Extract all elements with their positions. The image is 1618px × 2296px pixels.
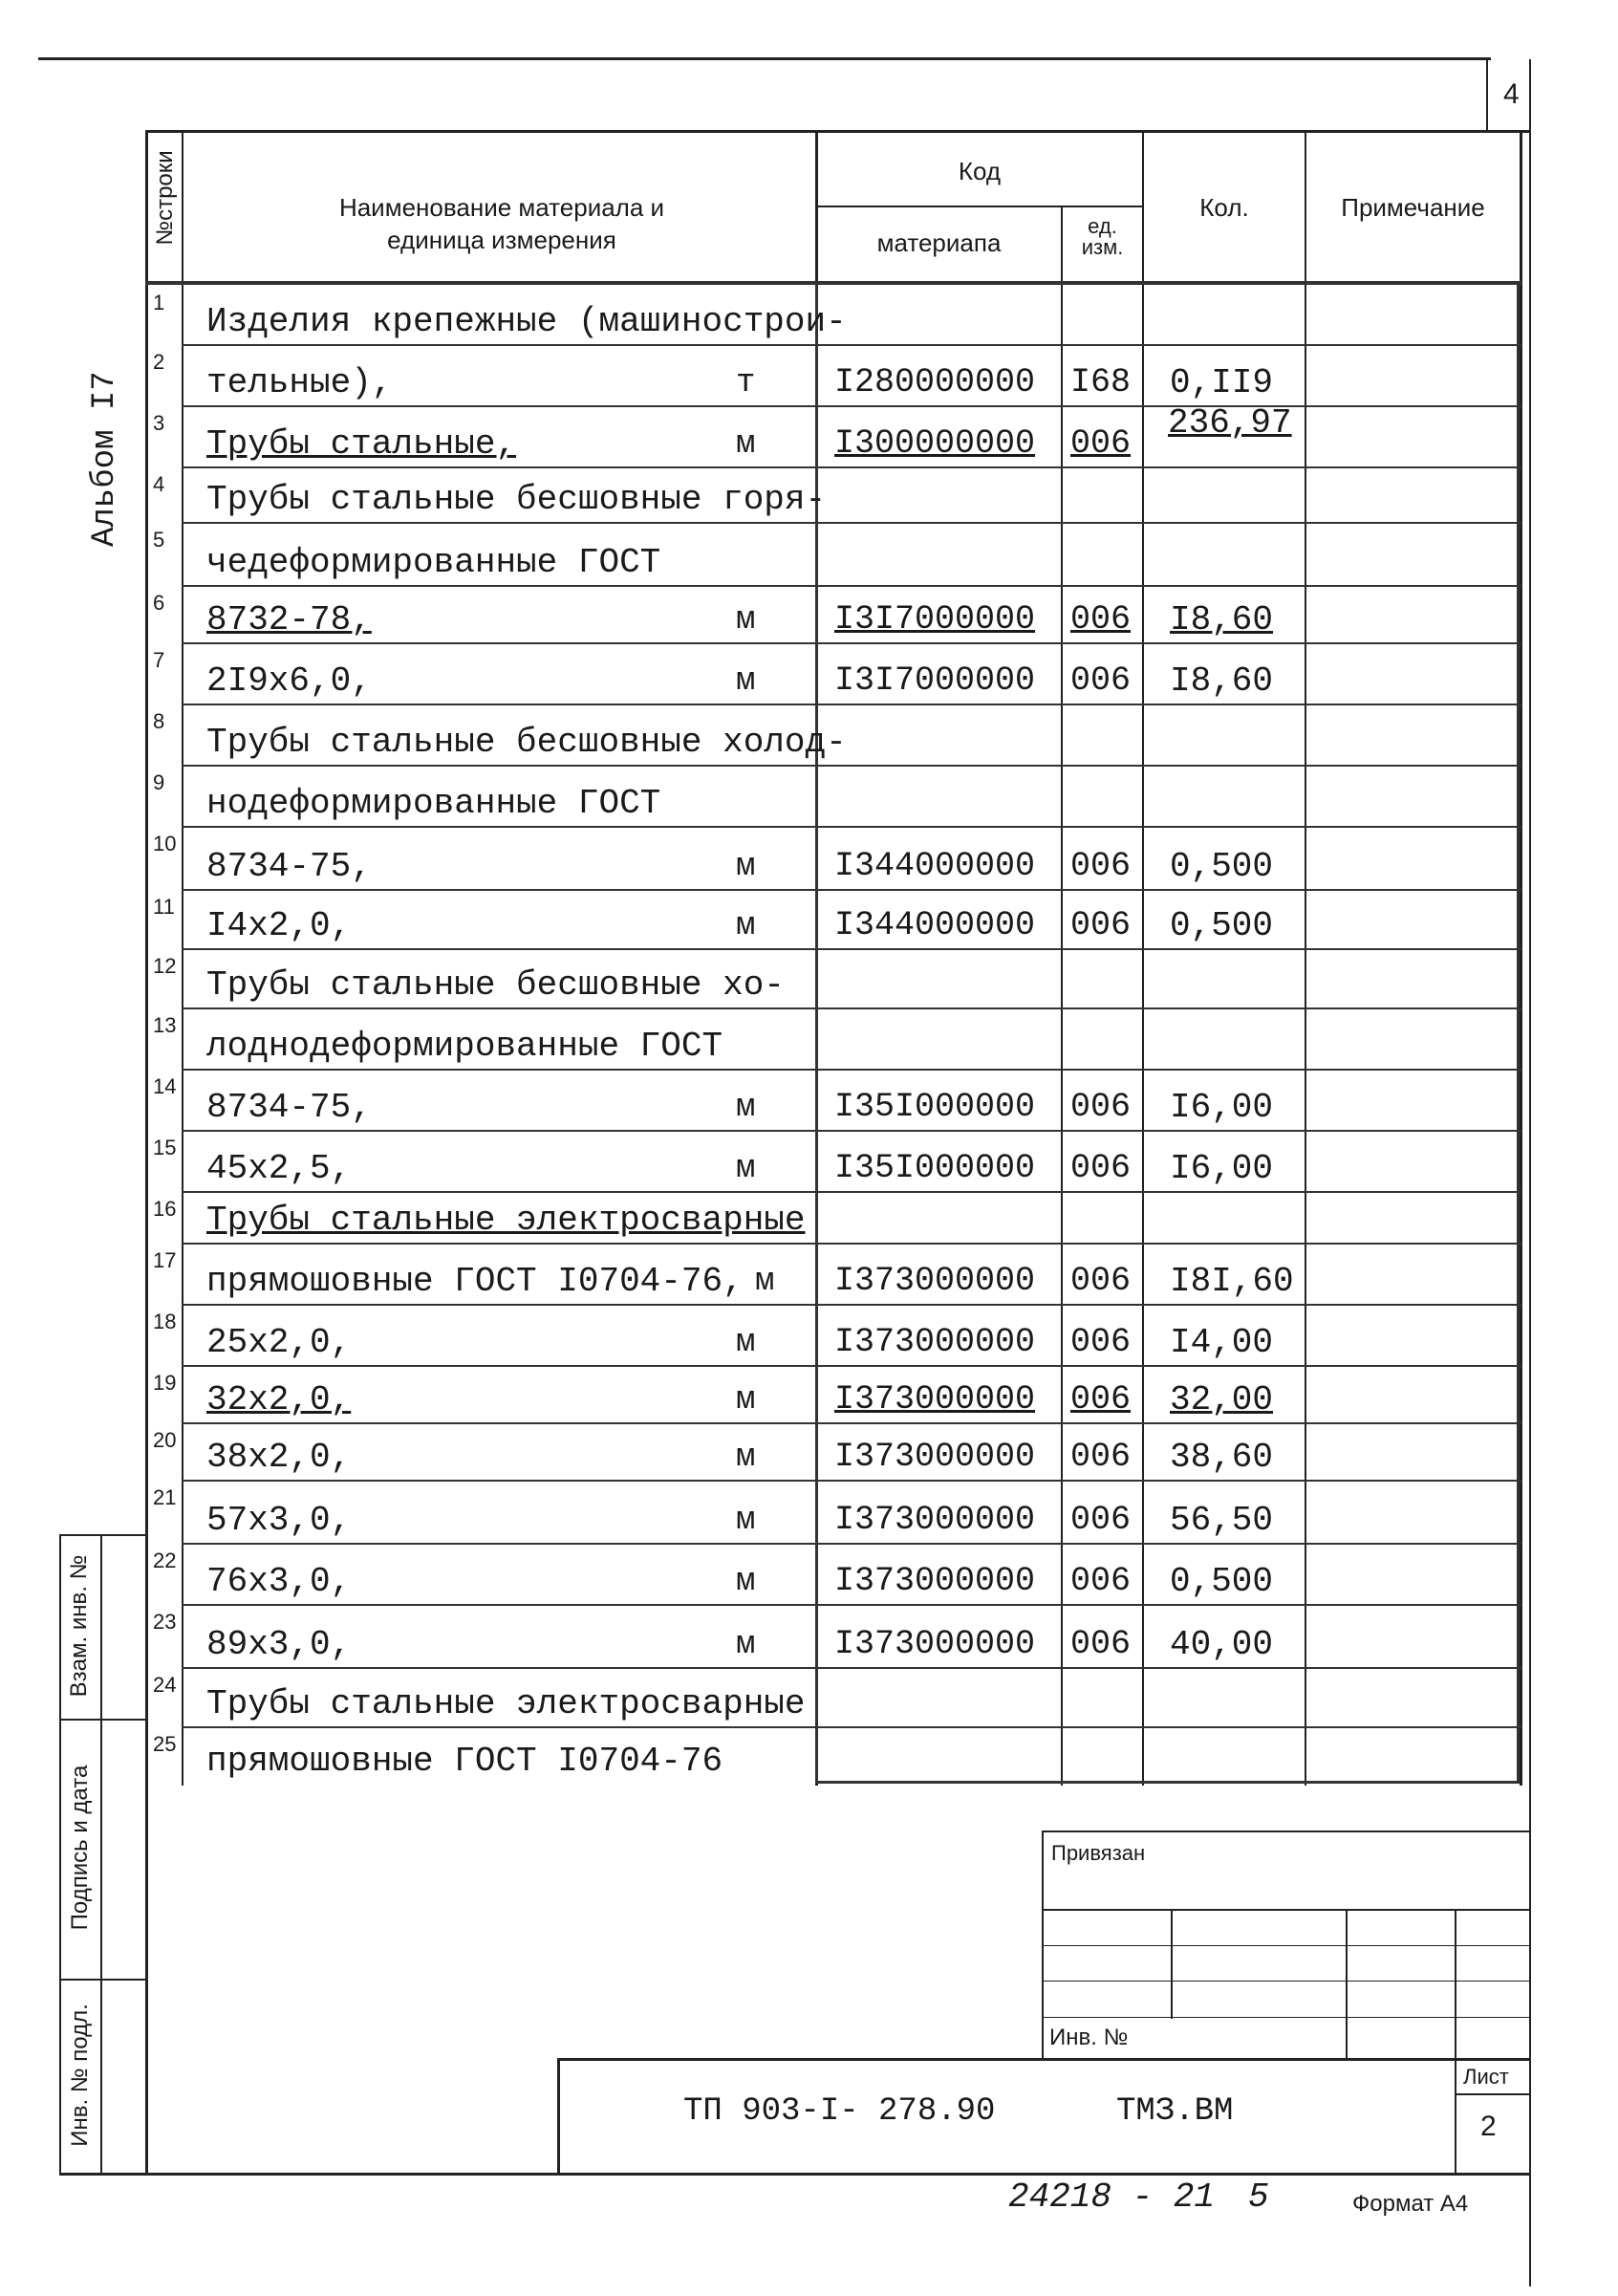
unit-of-measure: м (736, 1564, 756, 1600)
unit-of-measure: м (736, 1325, 756, 1361)
row-separator (182, 1130, 1521, 1132)
stamp-inv-podl: Инв. № подл. (67, 2004, 93, 2147)
quantity: I8,60 (1170, 600, 1274, 639)
row-separator (182, 344, 1521, 346)
unit-of-measure: м (736, 1151, 756, 1187)
material-code: I35I000000 (834, 1088, 1036, 1126)
row-separator (182, 1304, 1521, 1306)
privyazan-col-3 (1455, 1909, 1456, 2060)
title-strip-top (557, 2058, 1529, 2061)
row-separator (182, 826, 1521, 828)
unit-of-measure: м (736, 849, 756, 885)
album-label: Альбом I7 (87, 371, 123, 547)
row-number: 25 (153, 1732, 177, 1756)
material-name: 89x3,0, (206, 1625, 352, 1664)
row-separator (182, 1480, 1521, 1482)
unit-of-measure: т (736, 365, 756, 401)
unit-of-measure: м (736, 602, 756, 639)
quantity: I6,00 (1170, 1088, 1274, 1127)
unit-of-measure: м (736, 663, 756, 700)
material-code: I344000000 (834, 847, 1036, 885)
privyazan-col-1 (1171, 1909, 1173, 2019)
material-name: I4x2,0, (206, 906, 352, 945)
stamp-signature-date: Подпись и дата (67, 1765, 93, 1931)
header-name: Наименование материала и единица измерения (338, 193, 665, 254)
row-separator (182, 1191, 1521, 1193)
unit-code: 006 (1070, 1562, 1132, 1600)
data-area-frame (815, 285, 1520, 1784)
unit-code: 006 (1070, 661, 1132, 700)
unit-code: 006 (1070, 1625, 1132, 1663)
material-code: I373000000 (834, 1562, 1036, 1600)
row-number: 23 (153, 1610, 177, 1634)
stamp-divider-1 (59, 1719, 147, 1721)
material-name: 8734-75, (206, 847, 372, 886)
stamp-left-rule (59, 1534, 61, 2175)
material-code: I373000000 (834, 1323, 1036, 1361)
unit-code: 006 (1070, 1380, 1132, 1419)
material-code: I3I7000000 (834, 661, 1036, 700)
material-code: I35I000000 (834, 1149, 1036, 1187)
sheet-box-divider (1455, 2093, 1529, 2095)
privyazan-col-2 (1346, 1909, 1348, 2060)
material-code: I373000000 (834, 1438, 1036, 1476)
quantity: 56,50 (1170, 1501, 1274, 1540)
unit-of-measure: м (736, 908, 756, 944)
document-mark: ТМЗ.ВМ (1116, 2093, 1234, 2130)
stamp-vzam-inv: Взам. инв. № (66, 1554, 92, 1698)
inv-no-label: Инв. № (1049, 2025, 1129, 2050)
col-divider-rowno (182, 130, 183, 1786)
unit-code: 006 (1070, 1323, 1132, 1361)
row-separator (182, 1365, 1521, 1367)
material-name: Трубы стальные электросварные (206, 1684, 806, 1723)
material-name: 38x2,0, (206, 1438, 352, 1477)
top-rule (38, 57, 1491, 60)
material-name: Трубы стальные бесшовные хо- (206, 965, 785, 1005)
quantity: 0,500 (1170, 1562, 1274, 1601)
header-unit: ед. изм. (1081, 214, 1124, 259)
material-name: 2I9x6,0, (206, 661, 372, 701)
material-name: 25x2,0, (206, 1323, 352, 1362)
row-separator (182, 1726, 1521, 1728)
unit-code: 006 (1070, 906, 1132, 944)
row-separator (182, 466, 1521, 468)
sheet-label: Лист (1463, 2065, 1509, 2089)
unit-of-measure: м (736, 1503, 756, 1539)
row-separator (182, 1667, 1521, 1669)
material-name: Трубы стальные, (206, 424, 517, 464)
handwritten-number: 24218 - 21 (1008, 2177, 1216, 2217)
code-subheader-rule (817, 206, 1144, 207)
unit-code: 006 (1070, 424, 1132, 463)
frame-left (145, 130, 148, 2176)
row-number: 13 (153, 1013, 177, 1037)
sheet-number: 2 (1480, 2111, 1497, 2142)
row-separator (182, 889, 1521, 891)
row-number: 16 (153, 1197, 177, 1221)
page-number: 4 (1503, 78, 1520, 110)
unit-code: I68 (1070, 363, 1132, 401)
quantity: 236,97 (1168, 403, 1292, 443)
format-label: Формат А4 (1352, 2191, 1469, 2217)
quantity: 38,60 (1170, 1438, 1274, 1477)
material-name: 8734-75, (206, 1088, 372, 1127)
material-name: Изделия крепежные (машинострои- (206, 302, 847, 341)
material-name: Трубы стальные бесшовные холод- (206, 723, 847, 762)
frame-top (145, 130, 1531, 133)
material-code: I300000000 (834, 424, 1036, 463)
header-code: Код (958, 157, 1002, 185)
row-separator (182, 642, 1521, 644)
material-name: тельные), (206, 363, 393, 402)
unit-code: 006 (1070, 847, 1132, 885)
quantity: 32,00 (1170, 1380, 1274, 1419)
row-separator (182, 765, 1521, 767)
quantity: 0,500 (1170, 906, 1274, 945)
material-code: I373000000 (834, 1262, 1036, 1300)
row-number: 7 (153, 648, 165, 672)
material-name: 32x2,0, (206, 1380, 352, 1419)
row-number: 12 (153, 954, 177, 978)
unit-of-measure: м (736, 1627, 756, 1663)
quantity: I6,00 (1170, 1149, 1274, 1188)
material-name: прямошовные ГОСТ I0704-76 (206, 1742, 723, 1781)
header-note: Примечание (1341, 193, 1485, 222)
row-number: 6 (153, 591, 165, 615)
privyazan-label: Привязан (1051, 1841, 1146, 1865)
quantity: 0,II9 (1170, 363, 1274, 402)
row-number: 5 (153, 528, 165, 552)
privyazan-top (1042, 1830, 1529, 1832)
material-name: лоднодеформированные ГОСТ (206, 1027, 723, 1066)
header-qty: Кол. (1199, 193, 1249, 222)
row-separator (182, 1543, 1521, 1545)
material-code: I344000000 (834, 906, 1036, 944)
unit-of-measure: м (736, 1090, 756, 1126)
row-number: 20 (153, 1428, 177, 1452)
row-separator (182, 405, 1521, 407)
quantity: 0,500 (1170, 847, 1274, 886)
row-number: 9 (153, 770, 165, 794)
material-name: прямошовные ГОСТ I0704-76, (206, 1262, 744, 1301)
material-name: 45x2,5, (206, 1149, 352, 1188)
material-code: I373000000 (834, 1501, 1036, 1539)
header-row-number: №строки (152, 150, 178, 246)
page-box-left (1486, 59, 1488, 131)
col-divider-right (1520, 130, 1522, 1786)
unit-code: 006 (1070, 1501, 1132, 1539)
row-number: 18 (153, 1310, 177, 1333)
material-name: Трубы стальные электросварные (206, 1201, 806, 1240)
row-number: 11 (153, 895, 175, 919)
material-name: 76x3,0, (206, 1562, 352, 1601)
material-name: чедеформированные ГОСТ (206, 543, 661, 582)
unit-of-measure: м (736, 1440, 756, 1476)
row-number: 2 (153, 350, 165, 374)
stamp-inner-rule (100, 1534, 102, 2175)
document-code: ТП 903-I- 278.90 (683, 2093, 996, 2130)
unit-code: 006 (1070, 1088, 1132, 1126)
row-separator (182, 1007, 1521, 1009)
material-code: I373000000 (834, 1625, 1036, 1663)
row-number: 1 (153, 291, 165, 314)
row-number: 22 (153, 1549, 177, 1572)
row-number: 24 (153, 1673, 177, 1697)
row-separator (182, 948, 1521, 950)
material-code: I3I7000000 (834, 600, 1036, 639)
quantity: I8,60 (1170, 661, 1274, 701)
row-number: 15 (153, 1136, 177, 1159)
unit-code: 006 (1070, 600, 1132, 639)
row-number: 14 (153, 1074, 177, 1098)
row-number: 17 (153, 1248, 177, 1272)
material-name: нодеформированные ГОСТ (206, 784, 661, 823)
row-separator (182, 1422, 1521, 1424)
frame-bottom (145, 2173, 1529, 2176)
row-number: 4 (153, 472, 165, 496)
material-name: Трубы стальные бесшовные горя- (206, 480, 827, 519)
row-separator (182, 522, 1521, 524)
row-number: 10 (153, 832, 177, 856)
quantity: I4,00 (1170, 1323, 1274, 1362)
unit-code: 006 (1070, 1149, 1132, 1187)
row-separator (182, 1069, 1521, 1071)
row-separator (182, 1243, 1521, 1245)
unit-of-measure: м (736, 426, 756, 463)
material-code: I373000000 (834, 1380, 1036, 1419)
unit-of-measure: м (755, 1264, 775, 1300)
material-code: I280000000 (834, 363, 1036, 401)
row-separator (182, 585, 1521, 587)
header-material: материапа (876, 228, 1002, 257)
unit-code: 006 (1070, 1262, 1132, 1300)
title-strip-left (557, 2058, 560, 2175)
row-number: 21 (153, 1485, 177, 1509)
unit-of-measure: м (736, 1382, 756, 1419)
quantity: I8I,60 (1170, 1262, 1294, 1301)
row-number: 8 (153, 709, 165, 733)
handwritten-digit: 5 (1248, 2177, 1269, 2217)
row-separator (182, 1604, 1521, 1606)
material-name: 8732-78, (206, 600, 372, 639)
quantity: 40,00 (1170, 1625, 1274, 1664)
row-number: 3 (153, 411, 165, 435)
row-number: 19 (153, 1371, 177, 1395)
stamp-bottom-rule (59, 2173, 147, 2176)
unit-code: 006 (1070, 1438, 1132, 1476)
sheet-box-left (1455, 2058, 1456, 2175)
right-margin-rule (1529, 59, 1531, 2286)
row-separator (182, 704, 1521, 705)
material-name: 57x3,0, (206, 1501, 352, 1540)
